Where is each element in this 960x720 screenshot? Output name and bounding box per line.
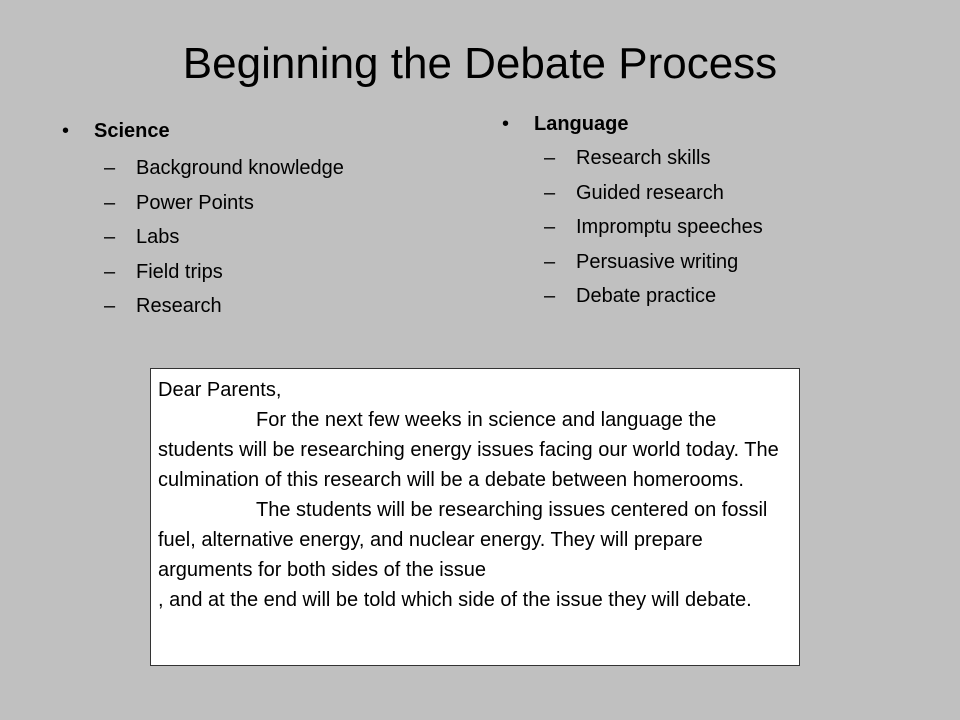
letter-paragraph-2: The students will be researching issues centered on fossil fuel, alternative energy, and nuclear energy. They will prepare arguments for both sides of the issue — [158, 499, 768, 581]
dash-icon: – — [104, 157, 116, 179]
dash-icon: – — [104, 226, 116, 248]
slide-title: Beginning the Debate Process — [182, 39, 778, 88]
list-item: – Field trips — [62, 255, 344, 290]
bullet-icon: • — [502, 113, 510, 135]
dash-icon: – — [544, 285, 556, 307]
bullet-icon: • — [62, 120, 70, 142]
list-item: – Power Points — [62, 186, 344, 221]
language-heading-row — [502, 109, 763, 139]
letter-greeting: Dear Parents, — [158, 379, 282, 401]
list-item: – Research skills — [502, 141, 763, 176]
language-subitems — [502, 141, 763, 314]
list-item: – Persuasive writing — [502, 245, 763, 280]
dash-icon: – — [104, 191, 116, 214]
science-subitems — [62, 151, 344, 324]
letter-paragraph-3: , and at the end will be told which side of the issue they will debate. — [158, 589, 752, 611]
language-column — [502, 109, 763, 314]
letter-paragraph-1: For the next few weeks in science and language the students will be researching energy issues facing our world today. The culmination of this research will be a debate between homerooms. — [158, 409, 779, 491]
science-column — [62, 116, 344, 324]
list-item: – Impromptu speeches — [502, 210, 763, 245]
dash-icon: – — [544, 181, 556, 204]
language-heading: Language — [534, 113, 629, 135]
parent-letter — [150, 368, 800, 666]
dash-icon: – — [544, 250, 556, 273]
list-item: – Labs — [62, 220, 344, 255]
science-heading-row — [62, 116, 344, 146]
science-heading: Science — [94, 120, 170, 142]
list-item: – Guided research — [502, 176, 763, 211]
list-item: – Debate practice — [502, 279, 763, 314]
list-item: – Research — [62, 289, 344, 324]
list-item: – Background knowledge — [62, 151, 344, 186]
dash-icon: – — [544, 147, 556, 169]
dash-icon: – — [104, 260, 116, 283]
dash-icon: – — [544, 216, 556, 238]
dash-icon: – — [104, 295, 116, 317]
